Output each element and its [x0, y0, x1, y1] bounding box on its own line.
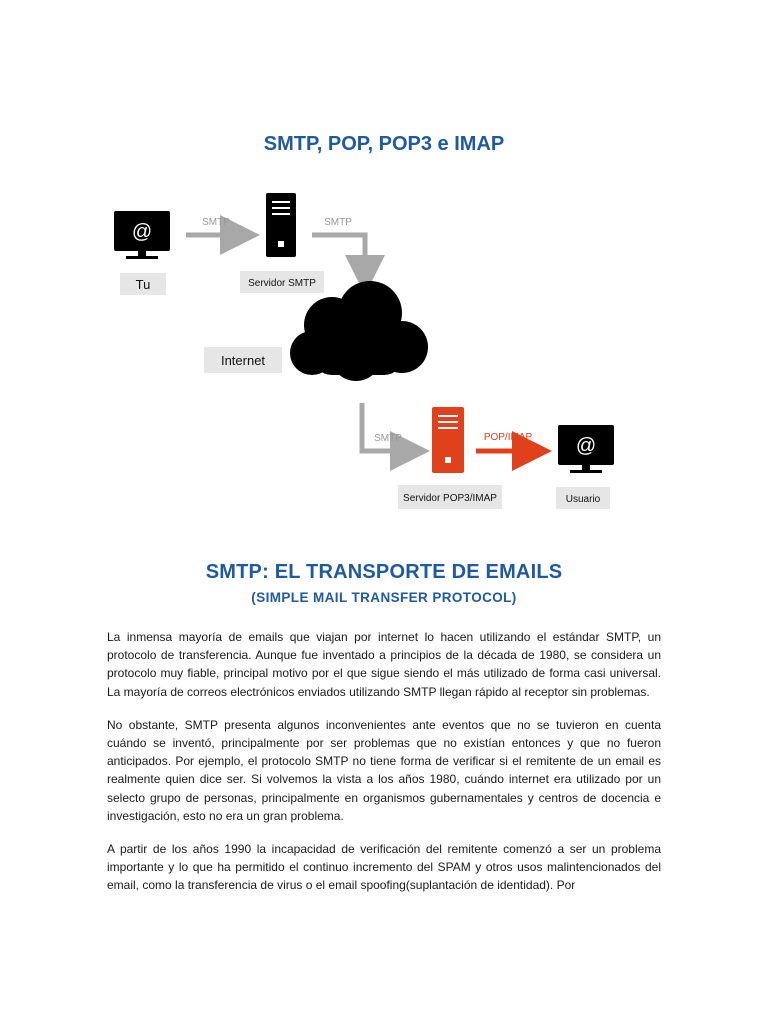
- body-text: [107, 628, 661, 910]
- section-title: SMTP: EL TRANSPORTE DE EMAILS: [205, 561, 563, 583]
- paragraph: La inmensa mayoría de emails que viajan por internet lo hacen utilizando el estándar SMTP, un protocolo de transferencia. Aunque fue inventado a principios de la década de 1980, se considera un protocolo muy fiable, principal motivo por el que sigue siendo el más utilizado de forma casi universal. La mayoría de correos electrónicos enviados utilizando SMTP llegan rápido al receptor sin problemas.: [107, 630, 661, 699]
- paragraph: No obstante, SMTP presenta algunos inconvenientes ante eventos que no se tuvieron en cuenta cuándo se inventó, principalmente por ser problemas que no existían entonces y que no fueron anticipados. Por ejemplo, el protocolo SMTP no tiene forma de verificar si el remitente de un email es realmente quien dice ser. Si volvemos la vista a los años 1980, cuándo internet era utilizado por un selecto grupo de personas, principalmente en organismos gubernamentales y centros de docencia e investigación, esto no era un gran problema.: [107, 717, 661, 823]
- label-servidor-smtp: Servidor SMTP: [248, 278, 316, 289]
- label-usuario: Usuario: [565, 494, 601, 505]
- at-symbol: @: [131, 221, 153, 243]
- label-servidor-pop3: Servidor POP3/IMAP: [403, 493, 497, 504]
- page-title: SMTP, POP, POP3 e IMAP: [263, 133, 505, 155]
- sender-monitor-icon: [114, 211, 170, 259]
- pop3-server-icon: [432, 407, 464, 473]
- label-internet: Internet: [220, 353, 266, 368]
- email-flow-diagram: [100, 185, 620, 515]
- arrow-smtp-1-label: SMTP: [202, 217, 230, 228]
- arrow-pop-imap-label: POP/IMAP: [483, 432, 533, 443]
- section-subtitle: (SIMPLE MAIL TRANSFER PROTOCOL): [251, 590, 517, 605]
- cloud-icon: [290, 281, 428, 381]
- receiver-monitor-icon: [558, 425, 614, 473]
- at-symbol: @: [575, 435, 597, 457]
- paragraph: A partir de los años 1990 la incapacidad de verificación del remitente comenzó a ser un problema importante y lo que ha permitido el continuo incremento del SPAM y otros usos malintencionados del email, como la transferencia de virus o el email spoofing(suplantación de identidad). Por: [107, 842, 661, 893]
- smtp-server-icon: [266, 193, 296, 257]
- arrow-smtp-3-label: SMTP: [374, 433, 402, 444]
- label-tu: Tu: [135, 277, 151, 292]
- arrow-smtp-2-label: SMTP: [324, 217, 352, 228]
